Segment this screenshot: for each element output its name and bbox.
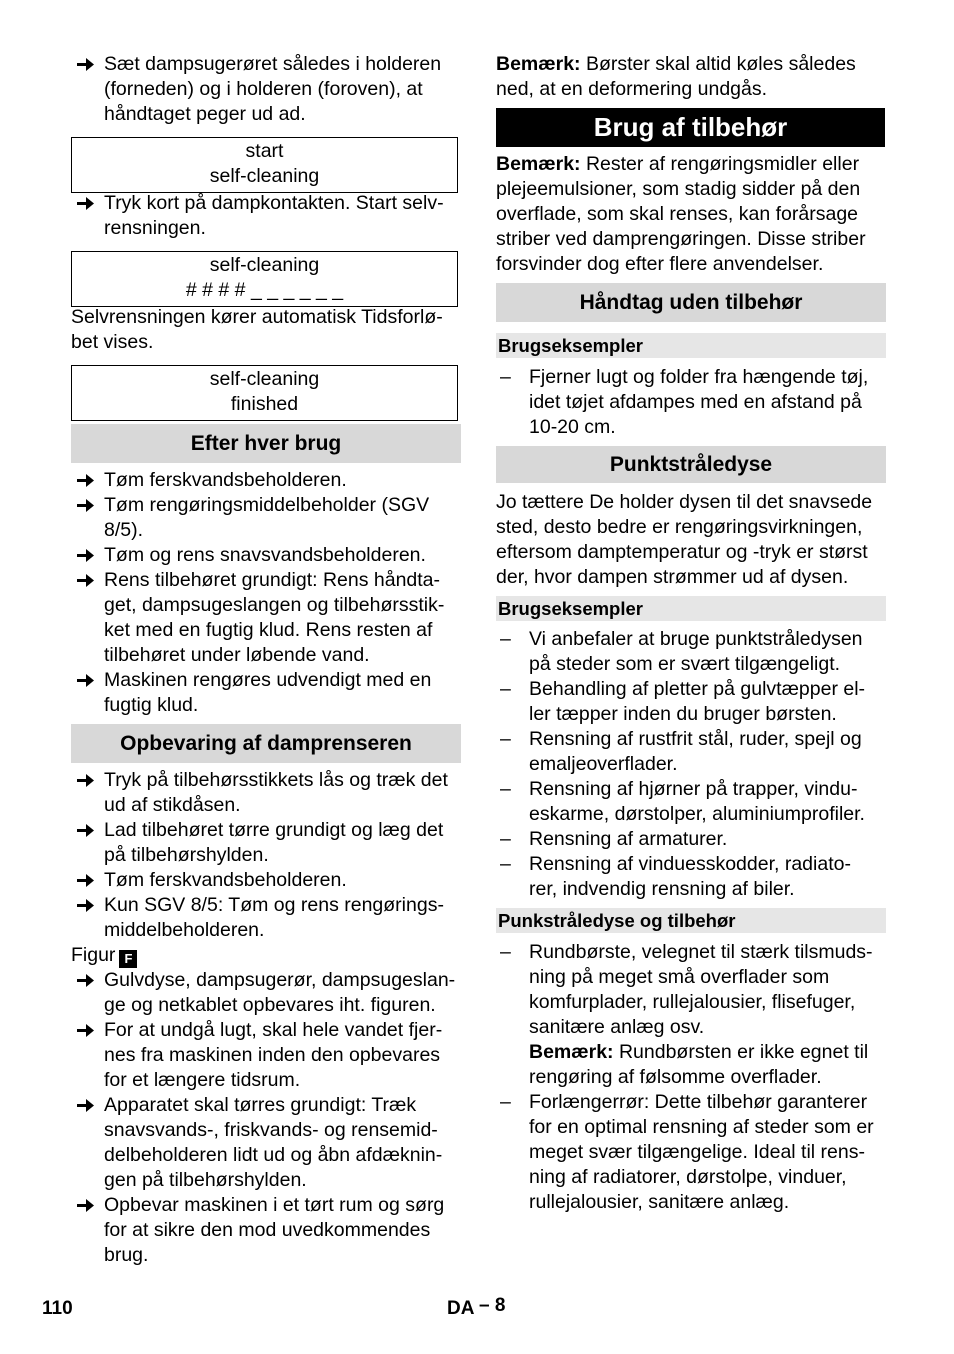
list-item: – Vi anbefaler at bruge punktstråledysen på steder som er svært tilgængeligt. (500, 628, 863, 675)
list-item: – Rensning af armaturer. (500, 828, 728, 850)
instruction-item: Maskinen rengøres udvendigt med en fugtig klud. (71, 668, 461, 718)
subsection-heading: Punkstråledyse og tilbehør (496, 908, 886, 933)
instruction-item: Lad tilbehøret tørre grundigt og læg det på tilbehørshylden. (71, 818, 461, 868)
section-heading: Opbevaring af damprenseren (71, 724, 461, 763)
arrow-right-icon (75, 1193, 95, 1218)
footer-section-label: DA – 8 (447, 1295, 506, 1319)
instruction-item: Kun SGV 8/5: Tøm og rens rengørings- middelbeholderen. (71, 893, 461, 943)
arrow-right-icon (75, 668, 95, 693)
section-heading: Punktstråledyse (496, 446, 886, 483)
list-item: – Forlængerrør: Dette tilbehør garanterer for en optimal rensning af steder som er meget svær tilgængelige. Ideal til rens- ning af radiatorer, dørstolpe, vinduer, rullejalousier, sanitære anlæg. (500, 1091, 874, 1213)
dash-bullet: – (500, 941, 511, 963)
dash-bullet: – (500, 678, 511, 700)
examples-list (496, 627, 886, 902)
subsection-heading: Brugseksempler (496, 333, 886, 358)
arrow-right-icon (75, 468, 95, 493)
arrow-right-icon (75, 191, 95, 216)
dash-bullet: – (500, 828, 511, 850)
dash-bullet: – (500, 778, 511, 800)
instruction-item: Tryk kort på dampkontakten. Start selv- rensningen. (71, 191, 494, 241)
instruction-item: Gulvdyse, dampsugerør, dampsugeslan- ge og netkablet opbevares iht. figuren. (71, 968, 461, 1018)
arrow-right-icon (75, 868, 95, 893)
arrow-right-icon (75, 818, 95, 843)
instruction-item: Opbevar maskinen i et tørt rum og sørg for at sikre den mod uvedkommendes brug. (71, 1193, 461, 1268)
auto-text: Selvrensningen kører automatisk Tidsforlø- bet vises. (71, 306, 443, 353)
list-item: – Rensning af hjørner på trapper, vindu- eskarme, dørstolper, aluminiumprofiler. (500, 778, 865, 825)
dash-bullet: – (500, 628, 511, 650)
dash-bullet: – (500, 853, 511, 875)
instruction-item: Apparatet skal tørres grundigt: Træk snavsvands-, friskvands- og rensemid- delbeholderen lidt ud og åbn afdæknin- gen på tilbehørshylden. (71, 1093, 461, 1193)
instruction-item: Tøm rengøringsmiddelbeholder (SGV 8/5). (71, 493, 461, 543)
arrow-right-icon (75, 493, 95, 518)
instruction-item: Rens tilbehøret grundigt: Rens håndta- get, dampsugeslangen og tilbehørsstik- ket med en fugtig klud. Rens resten af tilbehøret under løbende vand. (71, 568, 461, 668)
arrow-right-icon (75, 968, 95, 993)
instruction-item: Tøm og rens snavsvandsbeholderen. (71, 543, 461, 568)
instruction-item: Tøm ferskvandsbeholderen. (71, 868, 461, 893)
arrow-right-icon (75, 768, 95, 793)
subsection-heading: Brugseksempler (496, 596, 886, 621)
list-item: – Rundbørste, velegnet til stærk tilsmuds- ning på meget små overflader som komfurplader, rullejalousier, flisefuger, sanitære anlæg osv. Bemærk: Rundbørsten er ikke egnet til rengøring af følsomme overflader. (500, 941, 873, 1088)
examples-list (496, 365, 886, 440)
accessory-list (496, 940, 886, 1215)
arrow-right-icon (75, 1018, 95, 1043)
arrow-right-icon (75, 52, 95, 77)
section-heading: Efter hver brug (71, 424, 461, 463)
page-title: Brug af tilbehør (496, 108, 885, 147)
list-item: – Rensning af vinduesskodder, radiato- rer, indvendig rensning af biler. (500, 853, 851, 900)
display-box: start self-cleaning (71, 137, 458, 193)
dash-bullet: – (500, 728, 511, 750)
arrow-right-icon (75, 893, 95, 918)
arrow-right-icon (75, 543, 95, 568)
figure-letter-icon: F (119, 950, 137, 968)
list-item: – Fjerner lugt og folder fra hængende tøj, idet tøjet afdampes med en afstand på 10-20 cm. (500, 366, 869, 438)
arrow-right-icon (75, 568, 95, 593)
arrow-right-icon (75, 1093, 95, 1118)
page-number: 110 (42, 1298, 73, 1319)
storage-list (71, 768, 461, 1268)
dash-bullet: – (500, 1091, 511, 1113)
instruction-item: Tøm ferskvandsbeholderen. (71, 468, 461, 493)
point-text: Jo tættere De holder dysen til det snavsede sted, desto bedre er rengøringsvirkningen, eftersom damptemperatur og -tryk er størst der, hvor dampen strømmer ud af dysen. (496, 491, 873, 588)
list-item: – Behandling af pletter på gulvtæpper el- ler tæpper inden du bruger børsten. (500, 678, 866, 725)
figure-reference: Figur F (71, 943, 461, 968)
after-use-list (71, 468, 461, 718)
display-box: self-cleaning finished (71, 365, 458, 421)
note: Bemærk: Børster skal altid køles således ned, at en deformering undgås. (496, 53, 856, 100)
note: Bemærk: Rester af rengøringsmidler eller plejeemulsioner, som stadig sidder på den overflade, som skal renses, kan forårsage striber ved damprengøringen. Disse striber forsvinder dog efter flere anvendelser. (496, 153, 866, 275)
display-box: self-cleaning # # # # _ _ _ _ _ _ (71, 251, 458, 307)
instruction-item: Sæt dampsugerøret således i holderen (forneden) og i holderen (foroven), at håndtaget peger ud ad. (71, 52, 494, 127)
section-heading: Håndtag uden tilbehør (496, 283, 886, 322)
instruction-item: For at undgå lugt, skal hele vandet fjer- nes fra maskinen inden den opbevares for et længere tidsrum. (71, 1018, 461, 1093)
list-item: – Rensning af rustfrit stål, ruder, spejl og emaljeoverflader. (500, 728, 862, 775)
dash-bullet: – (500, 366, 511, 388)
instruction-item: Tryk på tilbehørsstikkets lås og træk det ud af stikdåsen. (71, 768, 461, 818)
